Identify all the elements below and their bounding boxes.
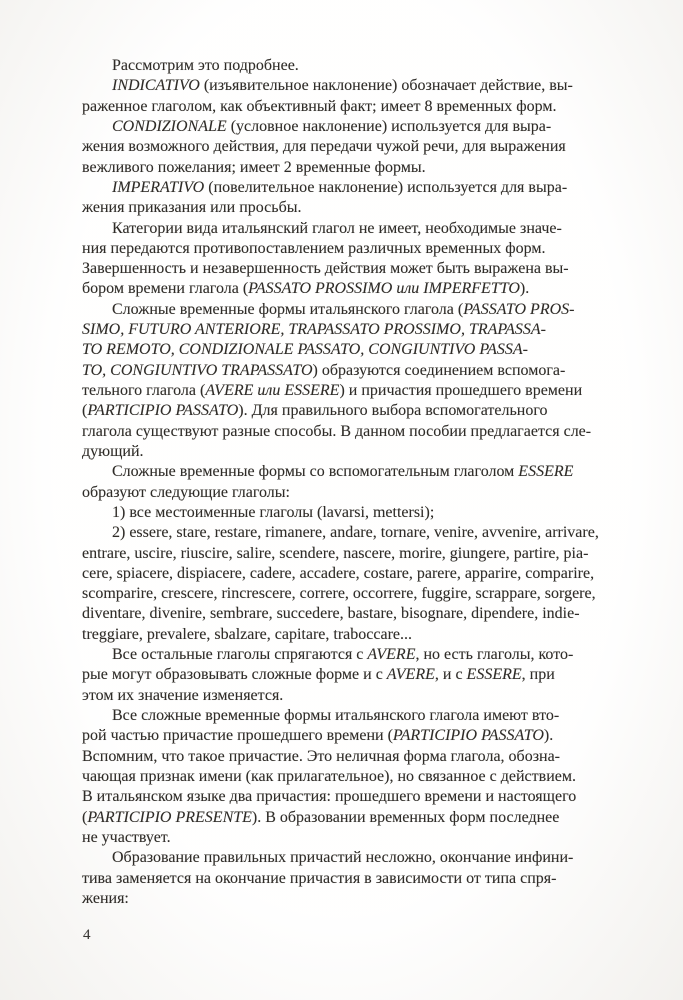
text-segment: ) и причастия прошедшего времени <box>339 382 583 399</box>
text-segment: Все сложные временные формы итальянского глагола имеют вто- <box>112 707 560 724</box>
text-segment: 2) essere, stare, restare, rimanere, andare, tornare, venire, avvenire, arrivare, <box>112 524 599 542</box>
italic-term: AVERE <box>386 666 435 684</box>
italic-term: PASSATO PROSSIMO или IMPERFETTO <box>248 280 520 298</box>
text-line <box>82 117 608 137</box>
text-line <box>82 279 608 299</box>
text-segment: раженное глаголом, как объективный факт; имеет 8 временных форм. <box>82 97 557 115</box>
italic-term: IMPERATIVO <box>112 178 205 196</box>
text-line <box>82 300 608 320</box>
text-segment: (изъявительное наклонение) обозначает действие, вы- <box>199 77 573 95</box>
text-segment: ния передаются противопоставлением различных временных форм. <box>82 239 546 257</box>
text-line <box>82 564 608 584</box>
italic-term: TO REMOTO, CONDIZIONALE PASSATO, CONGIUNTIVO PASSA- <box>82 341 528 359</box>
text-line <box>82 787 608 807</box>
text-segment: жения возможного действия, для передачи чужой речи, для выражения <box>82 138 566 156</box>
text-line <box>82 747 608 767</box>
text-segment: (повелительное наклонение) используется для выра- <box>204 178 568 196</box>
text-segment: Рассмотрим это подробнее. <box>112 57 299 74</box>
text-line <box>82 462 608 482</box>
text-segment: В итальянском языке два причастия: прошедшего времени и настоящего <box>82 788 577 806</box>
text-segment: Сложные временные формы итальянского глагола ( <box>112 300 464 318</box>
text-segment: этом их значение изменяется. <box>82 686 284 704</box>
text-segment: рые могут образовывать сложные форме и с <box>82 666 387 684</box>
text-line <box>82 767 608 787</box>
italic-term: PARTICIPIO PRESENTE <box>87 808 252 826</box>
text-segment: образуют следующие глаголы: <box>82 483 290 501</box>
text-line <box>82 442 608 462</box>
text-line <box>82 97 608 117</box>
text-line <box>82 320 608 340</box>
italic-term: AVERE или ESSERE <box>205 382 340 399</box>
text-segment: cere, spiacere, dispiacere, cadere, accadere, costare, parere, apparire, comparire, <box>82 564 595 582</box>
text-line <box>82 645 608 665</box>
text-segment: чающая признак имени (как прилагательное), но связанное с действием. <box>82 767 576 785</box>
text-segment: жения приказания или просьбы. <box>82 199 302 217</box>
text-segment: 1) все местоименные глаголы (lavarsi, mettersi); <box>112 503 435 521</box>
text-line <box>82 869 608 889</box>
text-line <box>82 808 608 828</box>
text-line <box>82 239 608 259</box>
text-line <box>82 584 608 604</box>
text-segment: бором времени глагола ( <box>82 280 249 298</box>
text-line <box>82 604 608 624</box>
text-segment: ). <box>519 280 530 298</box>
text-line <box>82 340 608 360</box>
text-segment: , при <box>521 666 555 684</box>
text-line <box>82 706 608 726</box>
text-segment: ) образуются соединением вспомога- <box>312 361 566 379</box>
text-segment: ( <box>82 808 88 826</box>
text-segment: Все остальные глаголы спрягаются с <box>112 646 368 664</box>
text-line <box>82 625 608 645</box>
text-line <box>82 259 608 279</box>
text-line <box>82 665 608 685</box>
text-line <box>82 726 608 746</box>
text-line <box>82 198 608 218</box>
italic-term: CONDIZIONALE <box>112 117 227 135</box>
text-segment: (условное наклонение) используется для выра- <box>226 117 552 135</box>
text-line <box>82 686 608 706</box>
text-line <box>82 219 608 239</box>
text-segment: ). Для правильного выбора вспомогательного <box>238 402 548 420</box>
text-line <box>82 544 608 564</box>
text-segment: ( <box>82 402 88 420</box>
text-segment: рой частью причастие прошедшего времени ( <box>82 727 393 745</box>
text-line <box>82 483 608 503</box>
text-segment: тива заменяется на окончание причастия в зависимости от типа спря- <box>82 869 557 887</box>
text-line <box>82 828 608 848</box>
italic-term: AVERE <box>367 646 416 664</box>
italic-term: PARTICIPIO PASSATO <box>392 727 544 745</box>
italic-term: TO, CONGIUNTIVO TRAPASSATO <box>82 361 313 379</box>
text-line <box>82 178 608 198</box>
text-segment: тельного глагола ( <box>82 382 206 399</box>
text-line <box>82 361 608 381</box>
text-segment: , и с <box>434 666 467 684</box>
text-segment: ). В образовании временных форм последнее <box>251 808 560 826</box>
text-segment: ). <box>543 727 554 745</box>
text-segment: Завершенность и незавершенность действия может быть выражена вы- <box>82 260 569 278</box>
text-line <box>82 381 608 401</box>
text-line <box>82 401 608 421</box>
text-segment: жения: <box>82 889 129 907</box>
text-segment: дующий. <box>82 442 144 460</box>
page-number: 4 <box>83 927 91 943</box>
text-segment: вежливого пожелания; имеет 2 временные формы. <box>82 158 426 176</box>
italic-term: INDICATIVO <box>112 77 200 95</box>
italic-term: SIMO, FUTURO ANTERIORE, TRAPASSATO PROSSIMO, TRAPASSA- <box>82 321 546 339</box>
text-segment: scomparire, crescere, rincrescere, correre, occorrere, fuggire, scrappare, sorgere, <box>82 585 596 603</box>
italic-term: ESSERE <box>518 463 574 481</box>
italic-term: ESSERE <box>466 666 522 684</box>
text-segment: diventare, divenire, sembrare, succedere, bastare, bisognare, dipendere, indie- <box>82 605 580 623</box>
text-segment: entrare, uscire, riuscire, salire, scendere, nascere, morire, giungere, partire, pia- <box>82 544 589 562</box>
text-block <box>82 56 608 909</box>
text-line <box>82 76 608 96</box>
text-segment: не участвует. <box>82 828 171 846</box>
text-segment: Сложные временные формы со вспомогательным глаголом <box>112 463 519 481</box>
text-line <box>82 503 608 523</box>
italic-term: PARTICIPIO PASSATO <box>87 402 239 420</box>
text-line <box>82 523 608 543</box>
text-segment: глагола существуют разные способы. В данном пособии предлагается сле- <box>82 422 592 440</box>
text-line <box>82 889 608 909</box>
text-line <box>82 848 608 868</box>
italic-term: PASSATO PROS- <box>463 300 575 318</box>
text-line <box>82 158 608 178</box>
text-line <box>82 422 608 442</box>
text-segment: Категории вида итальянский глагол не имеет, необходимые значе- <box>112 219 562 237</box>
text-segment: Образование правильных причастий несложно, окончание инфини- <box>112 849 574 867</box>
text-line <box>82 137 608 157</box>
text-segment: , но есть глаголы, кото- <box>415 646 574 664</box>
text-line <box>82 56 608 76</box>
text-segment: treggiare, prevalere, sbalzare, capitare, traboccare... <box>82 625 412 643</box>
text-segment: Вспомним, что такое причастие. Это неличная форма глагола, обозна- <box>82 747 561 765</box>
